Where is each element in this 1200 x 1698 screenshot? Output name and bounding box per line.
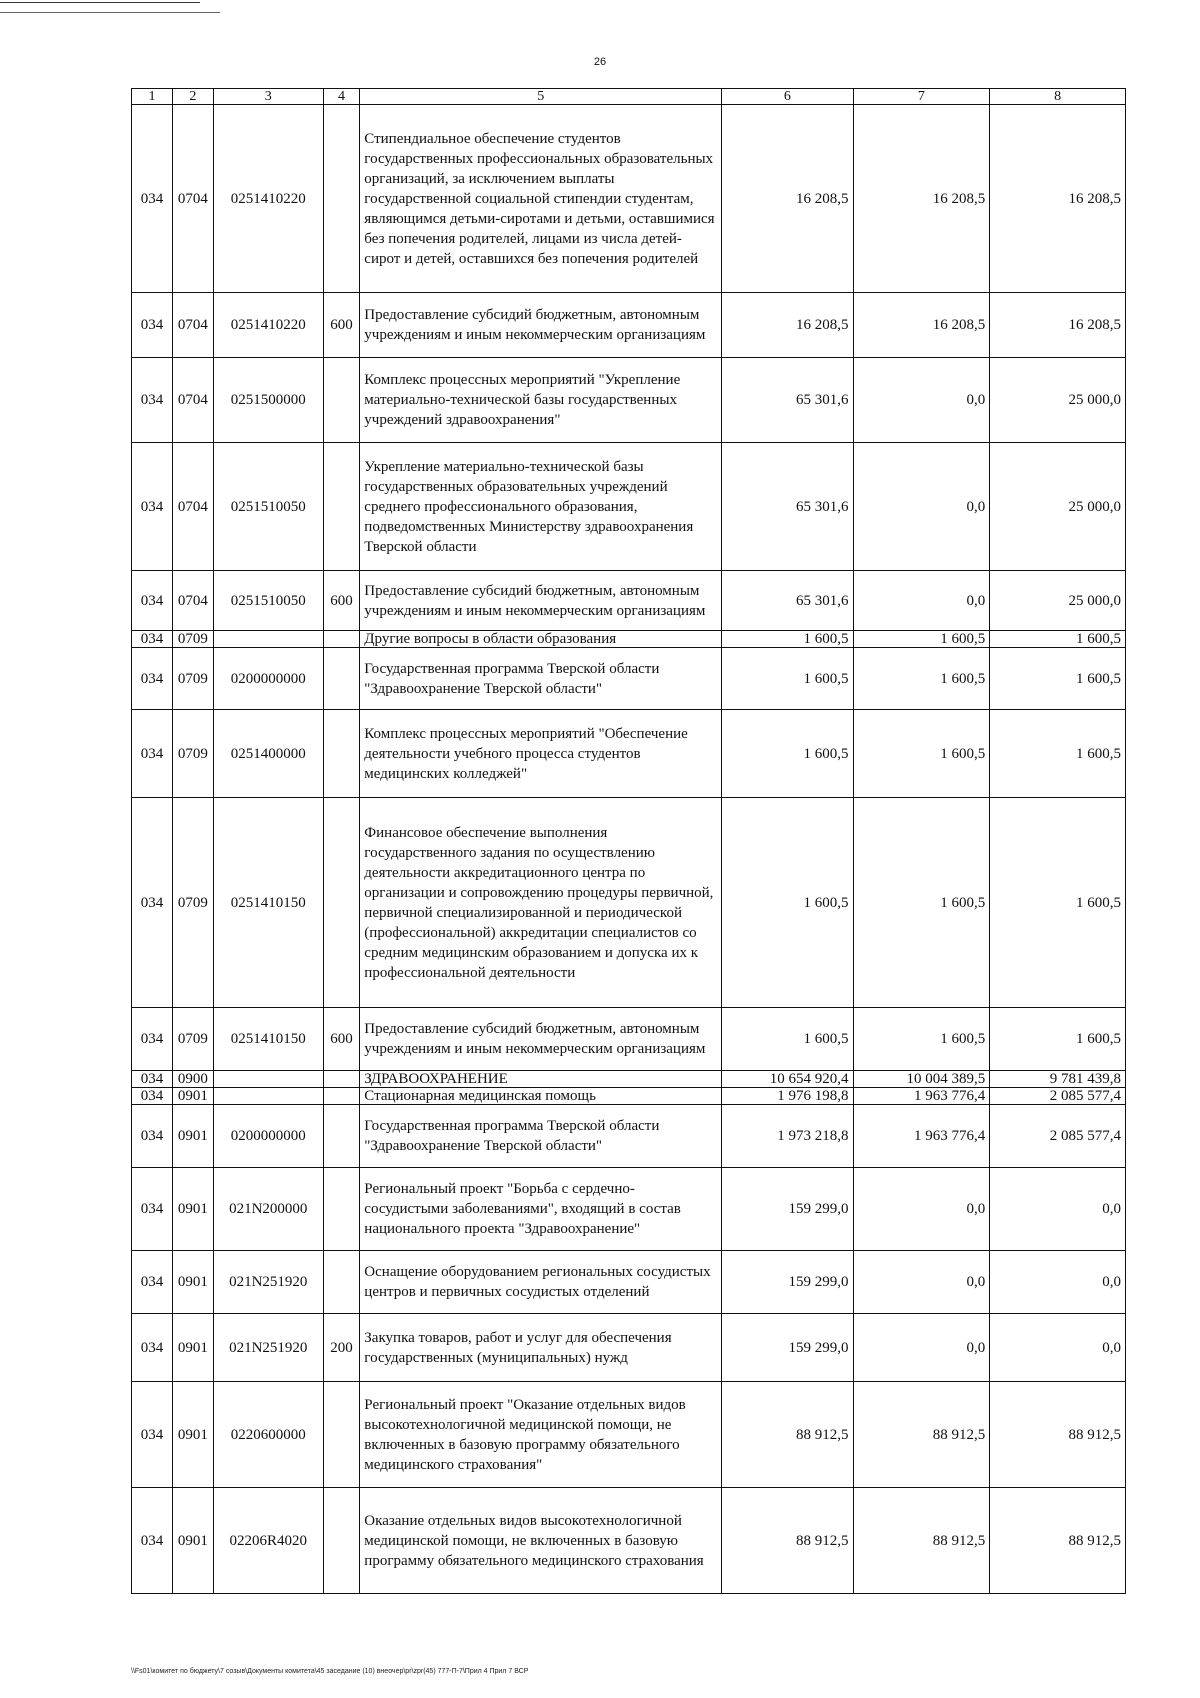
column-header: 2 <box>172 89 213 105</box>
table-cell: 159 299,0 <box>722 1168 853 1251</box>
table-cell: Другие вопросы в области образования <box>360 631 722 648</box>
table-cell: 1 973 218,8 <box>722 1105 853 1168</box>
table-cell: 25 000,0 <box>990 443 1126 571</box>
table-cell: 16 208,5 <box>990 293 1126 358</box>
table-cell: 0,0 <box>990 1251 1126 1314</box>
table-cell <box>323 1382 360 1488</box>
table-row <box>132 1088 1126 1105</box>
table-cell <box>323 648 360 710</box>
table-row <box>132 571 1126 631</box>
table-cell <box>213 631 323 648</box>
column-header: 4 <box>323 89 360 105</box>
table-cell: 0251410150 <box>213 1008 323 1071</box>
table-cell: 88 912,5 <box>853 1488 990 1594</box>
table-cell: 0709 <box>172 648 213 710</box>
table-cell: 1 600,5 <box>722 710 853 798</box>
table-cell: 0709 <box>172 1008 213 1071</box>
table-cell: 02206R4020 <box>213 1488 323 1594</box>
table-cell: 1 963 776,4 <box>853 1105 990 1168</box>
table-row <box>132 1008 1126 1071</box>
table-cell: 0220600000 <box>213 1382 323 1488</box>
table-row <box>132 1168 1126 1251</box>
table-cell: 1 976 198,8 <box>722 1088 853 1105</box>
column-header: 7 <box>853 89 990 105</box>
table-cell: 88 912,5 <box>853 1382 990 1488</box>
scan-corner-line <box>0 12 220 13</box>
table-cell: 034 <box>132 1314 173 1382</box>
column-header: 6 <box>722 89 853 105</box>
table-cell: 0901 <box>172 1088 213 1105</box>
table-cell: 0704 <box>172 443 213 571</box>
table-cell: 16 208,5 <box>990 105 1126 293</box>
table-cell: 1 600,5 <box>990 631 1126 648</box>
table-cell: 2 085 577,4 <box>990 1105 1126 1168</box>
table-cell: 0709 <box>172 798 213 1008</box>
table-cell: 021N251920 <box>213 1314 323 1382</box>
table-cell: Укрепление материально-технической базы государственных образовательных учреждений среднего профессионального образования, подведомственных Министерству здравоохранения Тверской области <box>360 443 722 571</box>
table-cell: 0,0 <box>853 1314 990 1382</box>
table-cell: 021N200000 <box>213 1168 323 1251</box>
table-row <box>132 648 1126 710</box>
table-cell: 25 000,0 <box>990 358 1126 443</box>
table-cell: 0704 <box>172 358 213 443</box>
table-cell: 034 <box>132 105 173 293</box>
table-cell: 65 301,6 <box>722 358 853 443</box>
table-row <box>132 798 1126 1008</box>
table-cell: 0,0 <box>853 1168 990 1251</box>
table-cell: 034 <box>132 710 173 798</box>
table-cell <box>323 710 360 798</box>
table-cell: Стационарная медицинская помощь <box>360 1088 722 1105</box>
table-cell <box>323 631 360 648</box>
table-cell: 1 600,5 <box>990 798 1126 1008</box>
table-cell: 034 <box>132 1251 173 1314</box>
table-cell <box>323 1105 360 1168</box>
table-cell: Оснащение оборудованием региональных сосудистых центров и первичных сосудистых отделений <box>360 1251 722 1314</box>
table-cell: 0251410220 <box>213 105 323 293</box>
table-cell: Комплекс процессных мероприятий "Обеспечение деятельности учебного процесса студентов медицинских колледжей" <box>360 710 722 798</box>
table-cell: 034 <box>132 798 173 1008</box>
table-cell: 9 781 439,8 <box>990 1071 1126 1088</box>
table-cell: 034 <box>132 293 173 358</box>
table-cell <box>323 1488 360 1594</box>
table-cell: Комплекс процессных мероприятий "Укрепление материально-технической базы государственных учреждений здравоохранения" <box>360 358 722 443</box>
table-cell: 0,0 <box>853 1251 990 1314</box>
table-cell: 0,0 <box>853 443 990 571</box>
table-cell: 034 <box>132 648 173 710</box>
table-cell: 0251500000 <box>213 358 323 443</box>
table-row <box>132 1071 1126 1088</box>
column-header: 1 <box>132 89 173 105</box>
table-cell: 88 912,5 <box>990 1488 1126 1594</box>
table-cell: 1 600,5 <box>722 648 853 710</box>
table-cell: 0704 <box>172 571 213 631</box>
table-row <box>132 293 1126 358</box>
table-cell: Закупка товаров, работ и услуг для обеспечения государственных (муниципальных) нужд <box>360 1314 722 1382</box>
table-cell: 0901 <box>172 1168 213 1251</box>
table-cell: Стипендиальное обеспечение студентов государственных профессиональных образовательных организаций, за исключением выплаты государственной социальной стипендии студентам, являющимся детьми-сиротами и детьми, оставшимися без попечения родителей, лицами из числа детей-сирот и детей, оставшихся без попечения родителей <box>360 105 722 293</box>
table-cell: 16 208,5 <box>853 105 990 293</box>
table-cell: 600 <box>323 571 360 631</box>
table-cell <box>323 798 360 1008</box>
table-cell: 0704 <box>172 293 213 358</box>
table-cell: 2 085 577,4 <box>990 1088 1126 1105</box>
table-cell: 034 <box>132 631 173 648</box>
table-cell <box>323 1071 360 1088</box>
table-cell <box>323 358 360 443</box>
table-cell: 0,0 <box>990 1168 1126 1251</box>
table-cell: 1 600,5 <box>853 648 990 710</box>
table-cell: 0251410150 <box>213 798 323 1008</box>
table-cell: Государственная программа Тверской области "Здравоохранение Тверской области" <box>360 648 722 710</box>
footer-file-path: \\Fs01\комитет по бюджету\7 созыв\Документы комитета\45 заседание (10) внеочер\pr\zpr(45) 777-П-7\Прил 4 Прил 7 ВСР <box>131 1668 529 1675</box>
table-cell: 1 600,5 <box>990 648 1126 710</box>
table-cell: Региональный проект "Борьба с сердечно-сосудистыми заболеваниями", входящий в состав национального проекта "Здравоохранение" <box>360 1168 722 1251</box>
table-cell: 0251400000 <box>213 710 323 798</box>
table-cell: Оказание отдельных видов высокотехнологичной медицинской помощи, не включенных в базовую программу обязательного медицинского страхования <box>360 1488 722 1594</box>
table-cell: 16 208,5 <box>722 105 853 293</box>
table-cell: 034 <box>132 443 173 571</box>
table-cell <box>323 1168 360 1251</box>
table-cell: ЗДРАВООХРАНЕНИЕ <box>360 1071 722 1088</box>
page-number: 26 <box>593 56 607 68</box>
table-cell: 034 <box>132 571 173 631</box>
table-cell: Финансовое обеспечение выполнения государственного задания по осуществлению деятельности аккредитационного центра по организации и сопровождению процедуры первичной, первичной специализированной и периодической (профессиональной) аккредитации специалистов со средним медицинским образованием и допуска их к профессиональной деятельности <box>360 798 722 1008</box>
table-cell: 034 <box>132 358 173 443</box>
table-cell: 16 208,5 <box>853 293 990 358</box>
table-cell: 88 912,5 <box>990 1382 1126 1488</box>
table-cell: 0901 <box>172 1314 213 1382</box>
table-cell: 0704 <box>172 105 213 293</box>
table-row <box>132 1314 1126 1382</box>
table-cell: 034 <box>132 1088 173 1105</box>
table-row <box>132 710 1126 798</box>
table-row <box>132 1251 1126 1314</box>
table-cell: 88 912,5 <box>722 1382 853 1488</box>
table-cell <box>323 443 360 571</box>
table-cell: 1 600,5 <box>853 798 990 1008</box>
table-cell: 034 <box>132 1488 173 1594</box>
table-cell: 0200000000 <box>213 1105 323 1168</box>
table-row <box>132 358 1126 443</box>
table-cell: 16 208,5 <box>722 293 853 358</box>
table-cell: 1 600,5 <box>853 710 990 798</box>
table-row <box>132 1382 1126 1488</box>
table-cell: 0251410220 <box>213 293 323 358</box>
table-cell: 0,0 <box>990 1314 1126 1382</box>
table-cell: 0709 <box>172 631 213 648</box>
table-row <box>132 1105 1126 1168</box>
table-cell: 034 <box>132 1071 173 1088</box>
table-cell: 200 <box>323 1314 360 1382</box>
table-cell: Предоставление субсидий бюджетным, автономным учреждениям и иным некоммерческим организациям <box>360 571 722 631</box>
table-cell: Региональный проект "Оказание отдельных видов высокотехнологичной медицинской помощи, не включенных в базовую программу обязательного медицинского страхования" <box>360 1382 722 1488</box>
table-cell: 1 600,5 <box>990 710 1126 798</box>
table-cell: 159 299,0 <box>722 1251 853 1314</box>
table-cell: 0,0 <box>853 358 990 443</box>
table-row <box>132 105 1126 293</box>
table-cell: 1 600,5 <box>853 631 990 648</box>
table-cell: 034 <box>132 1008 173 1071</box>
table-cell: 65 301,6 <box>722 443 853 571</box>
table-cell: 0,0 <box>853 571 990 631</box>
table-cell: 1 600,5 <box>853 1008 990 1071</box>
table-cell: 88 912,5 <box>722 1488 853 1594</box>
table-cell: 034 <box>132 1382 173 1488</box>
table-cell <box>213 1071 323 1088</box>
table-cell: 159 299,0 <box>722 1314 853 1382</box>
table-cell: 25 000,0 <box>990 571 1126 631</box>
table-cell: Предоставление субсидий бюджетным, автономным учреждениям и иным некоммерческим организациям <box>360 1008 722 1071</box>
table-cell: 0251510050 <box>213 571 323 631</box>
table-header-row <box>132 89 1126 105</box>
table-cell: 10 004 389,5 <box>853 1071 990 1088</box>
table-cell: Государственная программа Тверской области "Здравоохранение Тверской области" <box>360 1105 722 1168</box>
table-cell: 1 600,5 <box>722 798 853 1008</box>
table-cell <box>213 1088 323 1105</box>
table-cell: 600 <box>323 293 360 358</box>
scan-corner-line <box>0 2 200 3</box>
table-row <box>132 443 1126 571</box>
table-cell: 0901 <box>172 1382 213 1488</box>
table-cell <box>323 1251 360 1314</box>
table-cell <box>323 1088 360 1105</box>
column-header: 3 <box>213 89 323 105</box>
table-cell: 1 963 776,4 <box>853 1088 990 1105</box>
table-cell: 1 600,5 <box>990 1008 1126 1071</box>
table-cell: Предоставление субсидий бюджетным, автономным учреждениям и иным некоммерческим организациям <box>360 293 722 358</box>
table-cell <box>323 105 360 293</box>
table-cell: 0900 <box>172 1071 213 1088</box>
table-row <box>132 1488 1126 1594</box>
table-cell: 0901 <box>172 1488 213 1594</box>
table-cell: 034 <box>132 1168 173 1251</box>
column-header: 8 <box>990 89 1126 105</box>
table-cell: 0709 <box>172 710 213 798</box>
budget-table <box>131 88 1126 1594</box>
table-cell: 0901 <box>172 1251 213 1314</box>
table-cell: 65 301,6 <box>722 571 853 631</box>
table-cell: 034 <box>132 1105 173 1168</box>
table-cell: 10 654 920,4 <box>722 1071 853 1088</box>
table-cell: 1 600,5 <box>722 1008 853 1071</box>
table-cell: 0901 <box>172 1105 213 1168</box>
table-cell: 021N251920 <box>213 1251 323 1314</box>
table-cell: 600 <box>323 1008 360 1071</box>
column-header: 5 <box>360 89 722 105</box>
table-row <box>132 631 1126 648</box>
table-cell: 0200000000 <box>213 648 323 710</box>
table-cell: 0251510050 <box>213 443 323 571</box>
table-cell: 1 600,5 <box>722 631 853 648</box>
